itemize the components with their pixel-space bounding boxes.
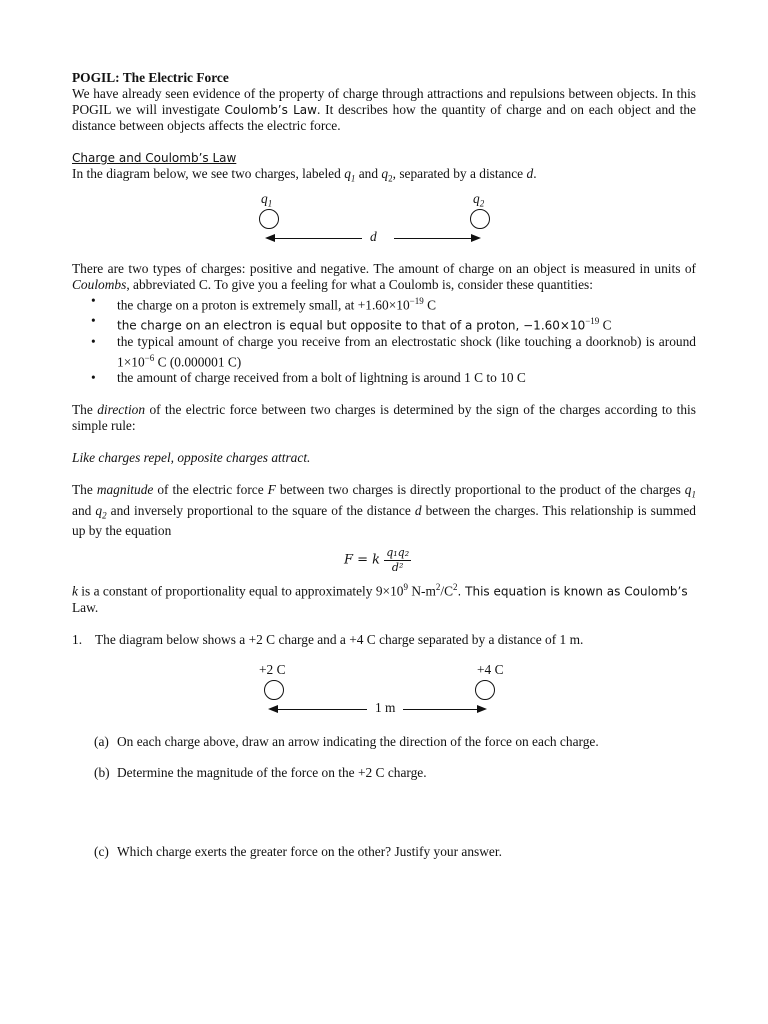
right-arrowhead-2 bbox=[477, 705, 487, 713]
charge-diagram-1 bbox=[72, 190, 696, 255]
diagram2-distance-label: 1 m bbox=[375, 699, 396, 715]
q2-symbol: q bbox=[381, 166, 389, 181]
list-item: • the typical amount of charge you receive from an electrostatic shock (like touching a doorknob) is around $1\times 10^{-6}$ C (0.000001 C) bbox=[72, 334, 696, 370]
equation-lhs: F = k bbox=[344, 552, 381, 568]
coulomb-equation bbox=[72, 539, 696, 579]
q2-subscript: 2 bbox=[388, 173, 393, 184]
list-item: • the charge on a proton is extremely small, at $+1.60\times 10^{-19}$ C bbox=[72, 293, 696, 313]
charge-q1-circle bbox=[259, 209, 279, 229]
q1-symbol: q bbox=[344, 166, 351, 181]
types-text: There are two types of charges: positive and negative. The amount of charge on an object is measured in units of bbox=[72, 260, 696, 276]
magnitude-paragraph: The magnitude of the electric force F between two charges is directly proportional to the product of the charges $q_1$ and $q_2$ and inversely proportional to the square of the distance d between the charges. This relationship is summed up by the equation bbox=[72, 482, 696, 539]
intro-text: We have already seen evidence of the property of charge through attractions and repulsions between objects. In this POGIL we will investigate bbox=[72, 86, 696, 117]
constant-paragraph: k is a constant of proportionality equal to approximately $9\times 10^9$ $N-m^2/C^2$. This equation is known as Coulomb’s Law. bbox=[72, 582, 688, 615]
subquestion-a: (a) On each charge above, draw an arrow indicating the direction of the force on each charge. bbox=[94, 733, 599, 749]
diagram1-left-label: $q_1$ bbox=[261, 190, 273, 209]
diagram1-distance-label: d bbox=[370, 228, 377, 244]
right-arrow-line bbox=[394, 238, 472, 239]
types-text-end: , abbreviated C. To give you a feeling for what a Coulomb is, consider these quantities: bbox=[126, 276, 593, 292]
worksheet-page bbox=[72, 70, 696, 860]
question-1 bbox=[72, 632, 696, 648]
subquestion-c: (c) Which charge exerts the greater force on the other? Justify your answer. bbox=[94, 843, 502, 859]
charge-q2-circle bbox=[470, 209, 490, 229]
charge-plus2-circle bbox=[264, 680, 284, 700]
intro-text-end: . It describes how the quantity of charge and on each object and the distance between objects affects the electric force. bbox=[72, 102, 696, 133]
diagram2-right-label: +4 C bbox=[477, 661, 504, 677]
equation-denominator: d² bbox=[391, 561, 404, 575]
charge-quantities-list bbox=[72, 293, 696, 386]
charge-types-paragraph bbox=[72, 261, 696, 293]
coulombs-word: Coulombs bbox=[72, 276, 127, 292]
rule-text: Like charges repel, opposite charges attract. bbox=[72, 450, 311, 466]
diagram-intro-period: . bbox=[533, 166, 537, 181]
direction-word: direction bbox=[97, 402, 146, 418]
diagram-intro-text: In the diagram below, we see two charges, labeled bbox=[72, 166, 345, 181]
diagram2-left-label: +2 C bbox=[259, 661, 286, 677]
equation-fraction bbox=[384, 546, 411, 575]
diagram-intro-text2: , separated by a distance bbox=[392, 166, 527, 181]
direction-paragraph: The direction of the electric force between two charges is determined by the sign of the charges according to this simple rule: bbox=[72, 402, 696, 434]
d-symbol: d bbox=[526, 166, 534, 181]
charge-diagram-2 bbox=[72, 662, 696, 728]
question-number: 1. bbox=[72, 631, 83, 647]
diagram1-right-label: $q_2$ bbox=[473, 190, 485, 209]
list-item: • the charge on an electron is equal but opposite to that of a proton, $-1.60\times 10^{-19}$ C bbox=[72, 313, 696, 333]
diagram-intro-and: and bbox=[355, 166, 382, 181]
equation-numerator: q₁q₂ bbox=[386, 546, 410, 560]
left-arrow-line bbox=[272, 238, 362, 239]
intro-paragraph bbox=[72, 86, 696, 134]
q1-subscript: 1 bbox=[350, 173, 356, 184]
charge-plus4-circle bbox=[475, 680, 495, 700]
question-text: The diagram below shows a +2 C charge and a +4 C charge separated by a distance of 1 m. bbox=[95, 631, 584, 647]
list-item: • the amount of charge received from a bolt of lightning is around 1 C to 10 C bbox=[72, 370, 696, 386]
intro-coulombs-law: Coulomb’s Law bbox=[224, 103, 317, 117]
subquestion-b: (b) Determine the magnitude of the force on the +2 C charge. bbox=[94, 764, 427, 780]
right-arrowhead bbox=[471, 234, 481, 242]
diagram-intro bbox=[72, 166, 696, 187]
magnitude-word: magnitude bbox=[96, 482, 154, 498]
section-heading: Charge and Coulomb’s Law bbox=[72, 151, 237, 165]
page-title: POGIL: The Electric Force bbox=[72, 70, 229, 85]
left-arrow-line-2 bbox=[275, 709, 367, 710]
right-arrow-line-2 bbox=[403, 709, 478, 710]
